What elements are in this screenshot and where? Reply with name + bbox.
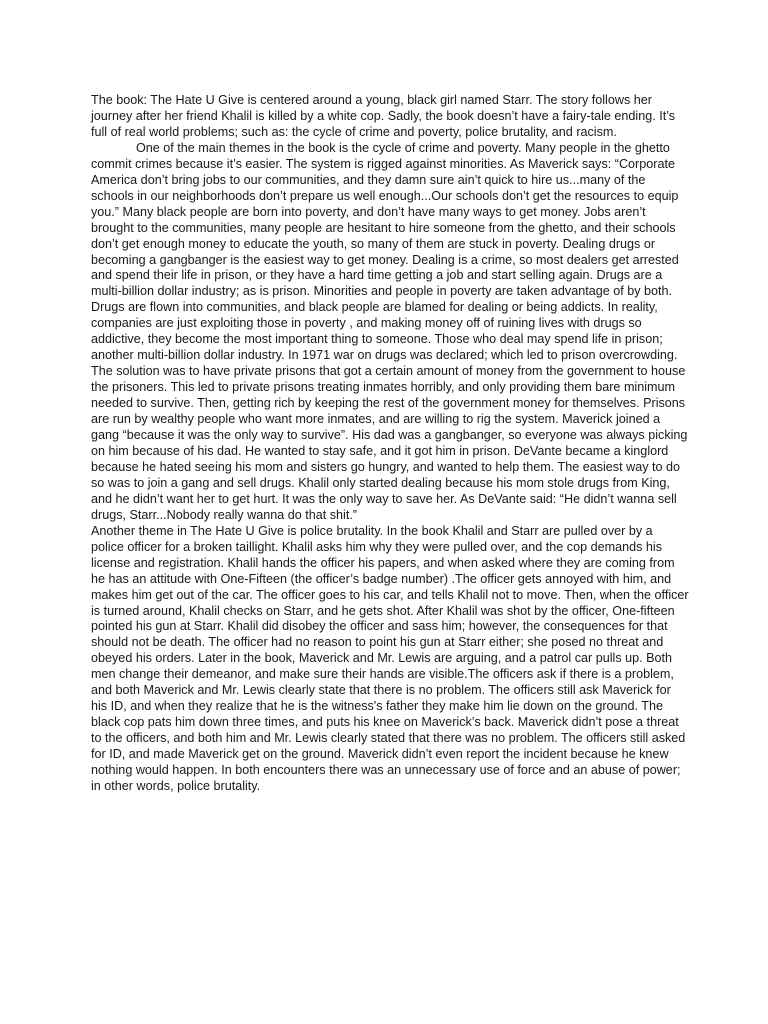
essay-body xyxy=(91,93,689,795)
paragraph-police-brutality: Another theme in The Hate U Give is police brutality. In the book Khalil and Starr are pulled over by a police officer for a broken taillight. Khalil asks him why they were pulled over, and the cop demands his license and registration. Khalil hands the officer his papers, and when asked where they are coming from he has an attitude with One-Fifteen (the officer’s badge number) .The officer gets annoyed with him, and makes him get out of the car. The officer goes to his car, and tells Khalil not to move. Then, when the officer is turned around, Khalil checks on Starr, and he gets shot. After Khalil was shot by the officer, One-fifteen pointed his gun at Starr. Khalil did disobey the officer and sass him; however, the consequences for that should not be death. The officer had no reason to point his gun at Starr either; she posed no threat and obeyed his orders. Later in the book, Maverick and Mr. Lewis are arguing, and a patrol car pulls up. Both men change their demeanor, and make sure their hands are visible.The officers ask if there is a problem, and both Maverick and Mr. Lewis clearly state that there is no problem. The officers still ask Maverick for his ID, and when they realize that he is the witness's father they make him lie down on the ground. The black cop pats him down three times, and puts his knee on Maverick’s back. Maverick didn’t pose a threat to the officers, and both him and Mr. Lewis clearly stated that there was no problem. The officers still asked for ID, and made Maverick get on the ground. Maverick didn’t even report the incident because he knew nothing would happen. In both encounters there was an unnecessary use of force and an abuse of power; in other words, police brutality. xyxy=(91,523,689,793)
paragraph-crime-and-poverty: One of the main themes in the book is the cycle of crime and poverty. Many people in the ghetto commit crimes because it’s easier. The system is rigged against minorities. As Maverick says: “Corporate America don’t bring jobs to our communities, and they damn sure ain’t quick to hire us...many of the schools in our neighborhoods don’t prepare us well enough...Our schools don’t get the resources to equip you.” Many black people are born into poverty, and don’t have many ways to get money. Jobs aren’t brought to the communities, many people are hesitant to hire someone from the ghetto, and their schools don’t get enough money to educate the youth, so many of them are stuck in poverty. Dealing drugs or becoming a gangbanger is the easiest way to get money. Dealing is a crime, so most dealers get arrested and spend their life in prison, or they have a hard time getting a job and start selling again. Drugs are a multi-billion dollar industry; as is prison. Minorities and people in poverty are taken advantage of by both. Drugs are flown into communities, and black people are blamed for dealing or being addicts. In reality, companies are just exploiting those in poverty , and making money off of ruining lives with drugs so addictive, they become the most important thing to someone. Those who deal may spend life in prison; another multi-billion dollar industry. In 1971 war on drugs was declared; which led to prison overcrowding. The solution was to have private prisons that got a certain amount of money from the government to house the prisoners. This led to private prisons treating inmates horribly, and only providing them bare minimum needed to survive. Then, getting rich by keeping the rest of the government money for themselves. Prisons are run by wealthy people who want more inmates, and are willing to rig the system. Maverick joined a gang “because it was the only way to survive”. His dad was a gangbanger, so everyone was always picking on him because of his dad. He wanted to stay safe, and it got him in prison. DeVante became a kinglord because he hated seeing his mom and sisters go hungry, and wanted to help them. The easiest way to do so was to join a gang and sell drugs. Khalil only started dealing because his mom stole drugs from King, and he didn’t want her to get hurt. It was the only way to save her. As DeVante said: “He didn’t wanna sell drugs, Starr...Nobody really wanna do that shit.” xyxy=(91,140,688,522)
paragraph-intro: The book: The Hate U Give is centered around a young, black girl named Starr. The story follows her journey after her friend Khalil is killed by a white cop. Sadly, the book doesn’t have a fairy-tale ending. It’s full of real world problems; such as: the cycle of crime and poverty, police brutality, and racism. xyxy=(91,93,676,139)
